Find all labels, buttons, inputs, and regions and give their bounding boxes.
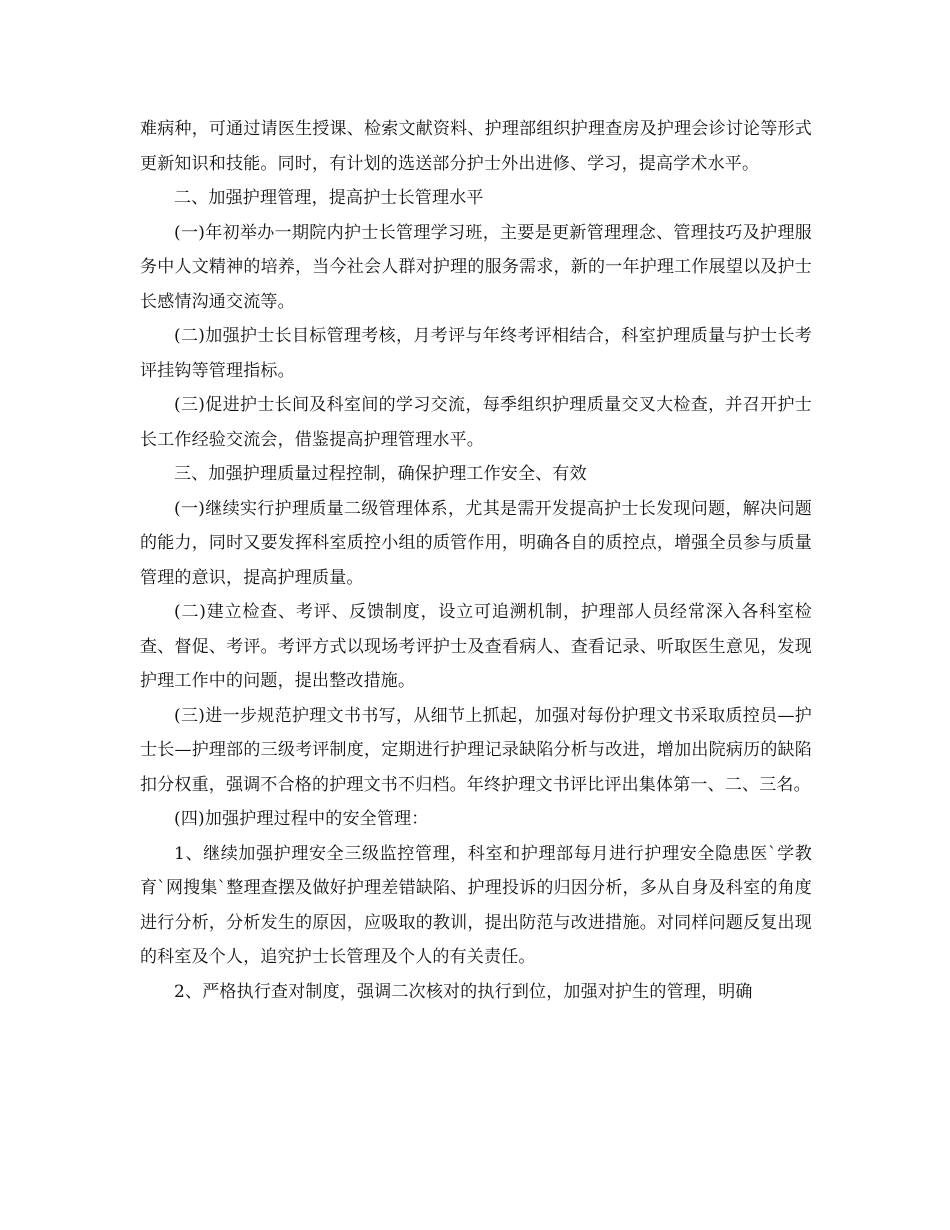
paragraph: (三)促进护士长间及科室间的学习交流，每季组织护理质量交叉大检查，并召开护士长工作经验交流会，借鉴提高护理管理水平。 [140,395,812,450]
paragraph: (二)建立检查、考评、反馈制度，设立可追溯机制，护理部人员经常深入各科室检查、督促、考评。考评方式以现场考评护士及查看病人、查看记录、听取医生意见，发现护理工作中的问题，提出整改措施。 [140,602,812,691]
paragraph: 1、继续加强护理安全三级监控管理，科室和护理部每月进行护理安全隐患医`学教育`网搜集`整理查摆及做好护理差错缺陷、护理投诉的归因分析，多从自身及科室的角度进行分析，分析发生的原因，应吸取的教训，提出防范与改进措施。对同样问题反复出现的科室及个人，追究护士长管理及个人的有关责任。 [140,843,812,967]
paragraph: (四)加强护理过程中的安全管理： [174,809,429,829]
paragraph: (二)加强护士长目标管理考核，月考评与年终考评相结合，科室护理质量与护士长考评挂钩等管理指标。 [140,326,812,381]
section-heading: 二、加强护理管理，提高护士长管理水平 [174,188,484,208]
section-heading: 三、加强护理质量过程控制，确保护理工作安全、有效 [174,464,587,484]
paragraph: 难病种，可通过请医生授课、检索文献资料、护理部组织护理查房及护理会诊讨论等形式更新知识和技能。同时，有计划的选送部分护士外出进修、学习，提高学术水平。 [140,119,812,174]
document-body [140,112,812,1009]
paragraph: 2、严格执行查对制度，强调二次核对的执行到位，加强对护生的管理，明确 [174,981,753,1002]
paragraph: (一)年初举办一期院内护士长管理学习班，主要是更新管理理念、管理技巧及护理服务中人文精神的培养，当今社会人群对护理的服务需求，新的一年护理工作展望以及护士长感情沟通交流等。 [140,222,812,312]
paragraph: (一)继续实行护理质量二级管理体系，尤其是需开发提高护士长发现问题，解决问题的能力，同时又要发挥科室质控小组的质管作用，明确各自的质控点，增强全员参与质量管理的意识，提高护理质量。 [140,498,812,588]
paragraph: (三)进一步规范护理文书书写，从细节上抓起，加强对每份护理文书采取质控员—护士长—护理部的三级考评制度，定期进行护理记录缺陷分析与改进，增加出院病历的缺陷扣分权重，强调不合格的护理文书不归档。年终护理文书评比评出集体第一、二、三名。 [140,705,812,795]
